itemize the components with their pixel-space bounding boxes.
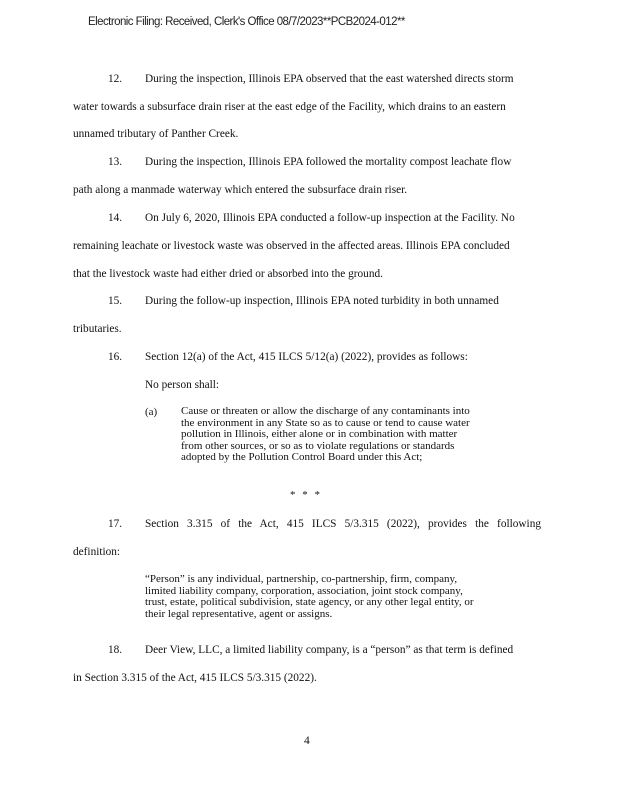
paragraph-text-line: that the livestock waste had either dried or absorbed into the ground. [73,268,383,280]
paragraph-text-line: During the inspection, Illinois EPA observed that the east watershed directs storm [145,73,514,85]
paragraph-number: 13. [108,156,123,168]
paragraph-text-line: During the follow-up inspection, Illinois EPA noted turbidity in both unnamed [145,295,499,307]
paragraph-text-line: in Section 3.315 of the Act, 415 ILCS 5/3.315 (2022). [73,672,317,684]
paragraph-text-line: unnamed tributary of Panther Creek. [73,128,239,140]
paragraph-text-line: path along a manmade waterway which entered the subsurface drain riser. [73,184,408,196]
quote-line: the environment in any State so as to cause or tend to cause water [181,416,470,429]
quoted-definition [145,574,474,620]
paragraph-number: 15. [108,295,123,307]
paragraph-text-line: remaining leachate or livestock waste was observed in the affected areas. Illinois EPA concluded [73,240,510,252]
paragraph-number: 12. [108,73,123,85]
efiling-header: Electronic Filing: Received, Clerk's Office 08/7/2023**PCB2024-012** [88,16,405,28]
omission-stars: * * * [290,489,322,501]
paragraph-number: 17. [108,518,123,530]
paragraph-text-line: Section 3.315 of the Act, 415 ILCS 5/3.315 (2022), provides the following [145,518,541,530]
quote-line: “Person” is any individual, partnership, co-partnership, firm, company, [145,573,458,585]
page-number: 4 [304,735,310,747]
quote-line: limited liability company, corporation, association, joint stock company, [145,584,463,597]
paragraph-text-line: definition: [73,546,121,558]
paragraph-text-line: During the inspection, Illinois EPA followed the mortality compost leachate flow [145,156,512,168]
quote-line: trust, estate, political subdivision, state agency, or any other legal entity, or [145,596,474,609]
subsection-label: (a) [145,406,158,418]
quote-line: Cause or threaten or allow the discharge of any contaminants into [181,405,470,417]
paragraph-number: 18. [108,644,123,656]
quote-line: adopted by the Pollution Control Board under this Act; [181,451,423,464]
paragraph-number: 16. [108,351,123,363]
quoted-statute-text [181,406,470,464]
quote-line: their legal representative, agent or assigns. [145,607,333,620]
paragraph-number: 14. [108,212,123,224]
paragraph-text-line: tributaries. [73,323,122,335]
paragraph-text-line: On July 6, 2020, Illinois EPA conducted a follow-up inspection at the Facility. No [145,212,515,224]
quote-line: pollution in Illinois, either alone or in combination with matter [181,428,458,441]
paragraph-text-line: Section 12(a) of the Act, 415 ILCS 5/12(a) (2022), provides as follows: [145,351,468,363]
paragraph-text-line: Deer View, LLC, a limited liability company, is a “person” as that term is defined [145,644,514,656]
quote-line: from other sources, or so as to violate regulations or standards [181,439,455,452]
paragraph-text-line: water towards a subsurface drain riser at the east edge of the Facility, which drains to an eastern [73,101,506,113]
quote-intro: No person shall: [145,379,220,391]
